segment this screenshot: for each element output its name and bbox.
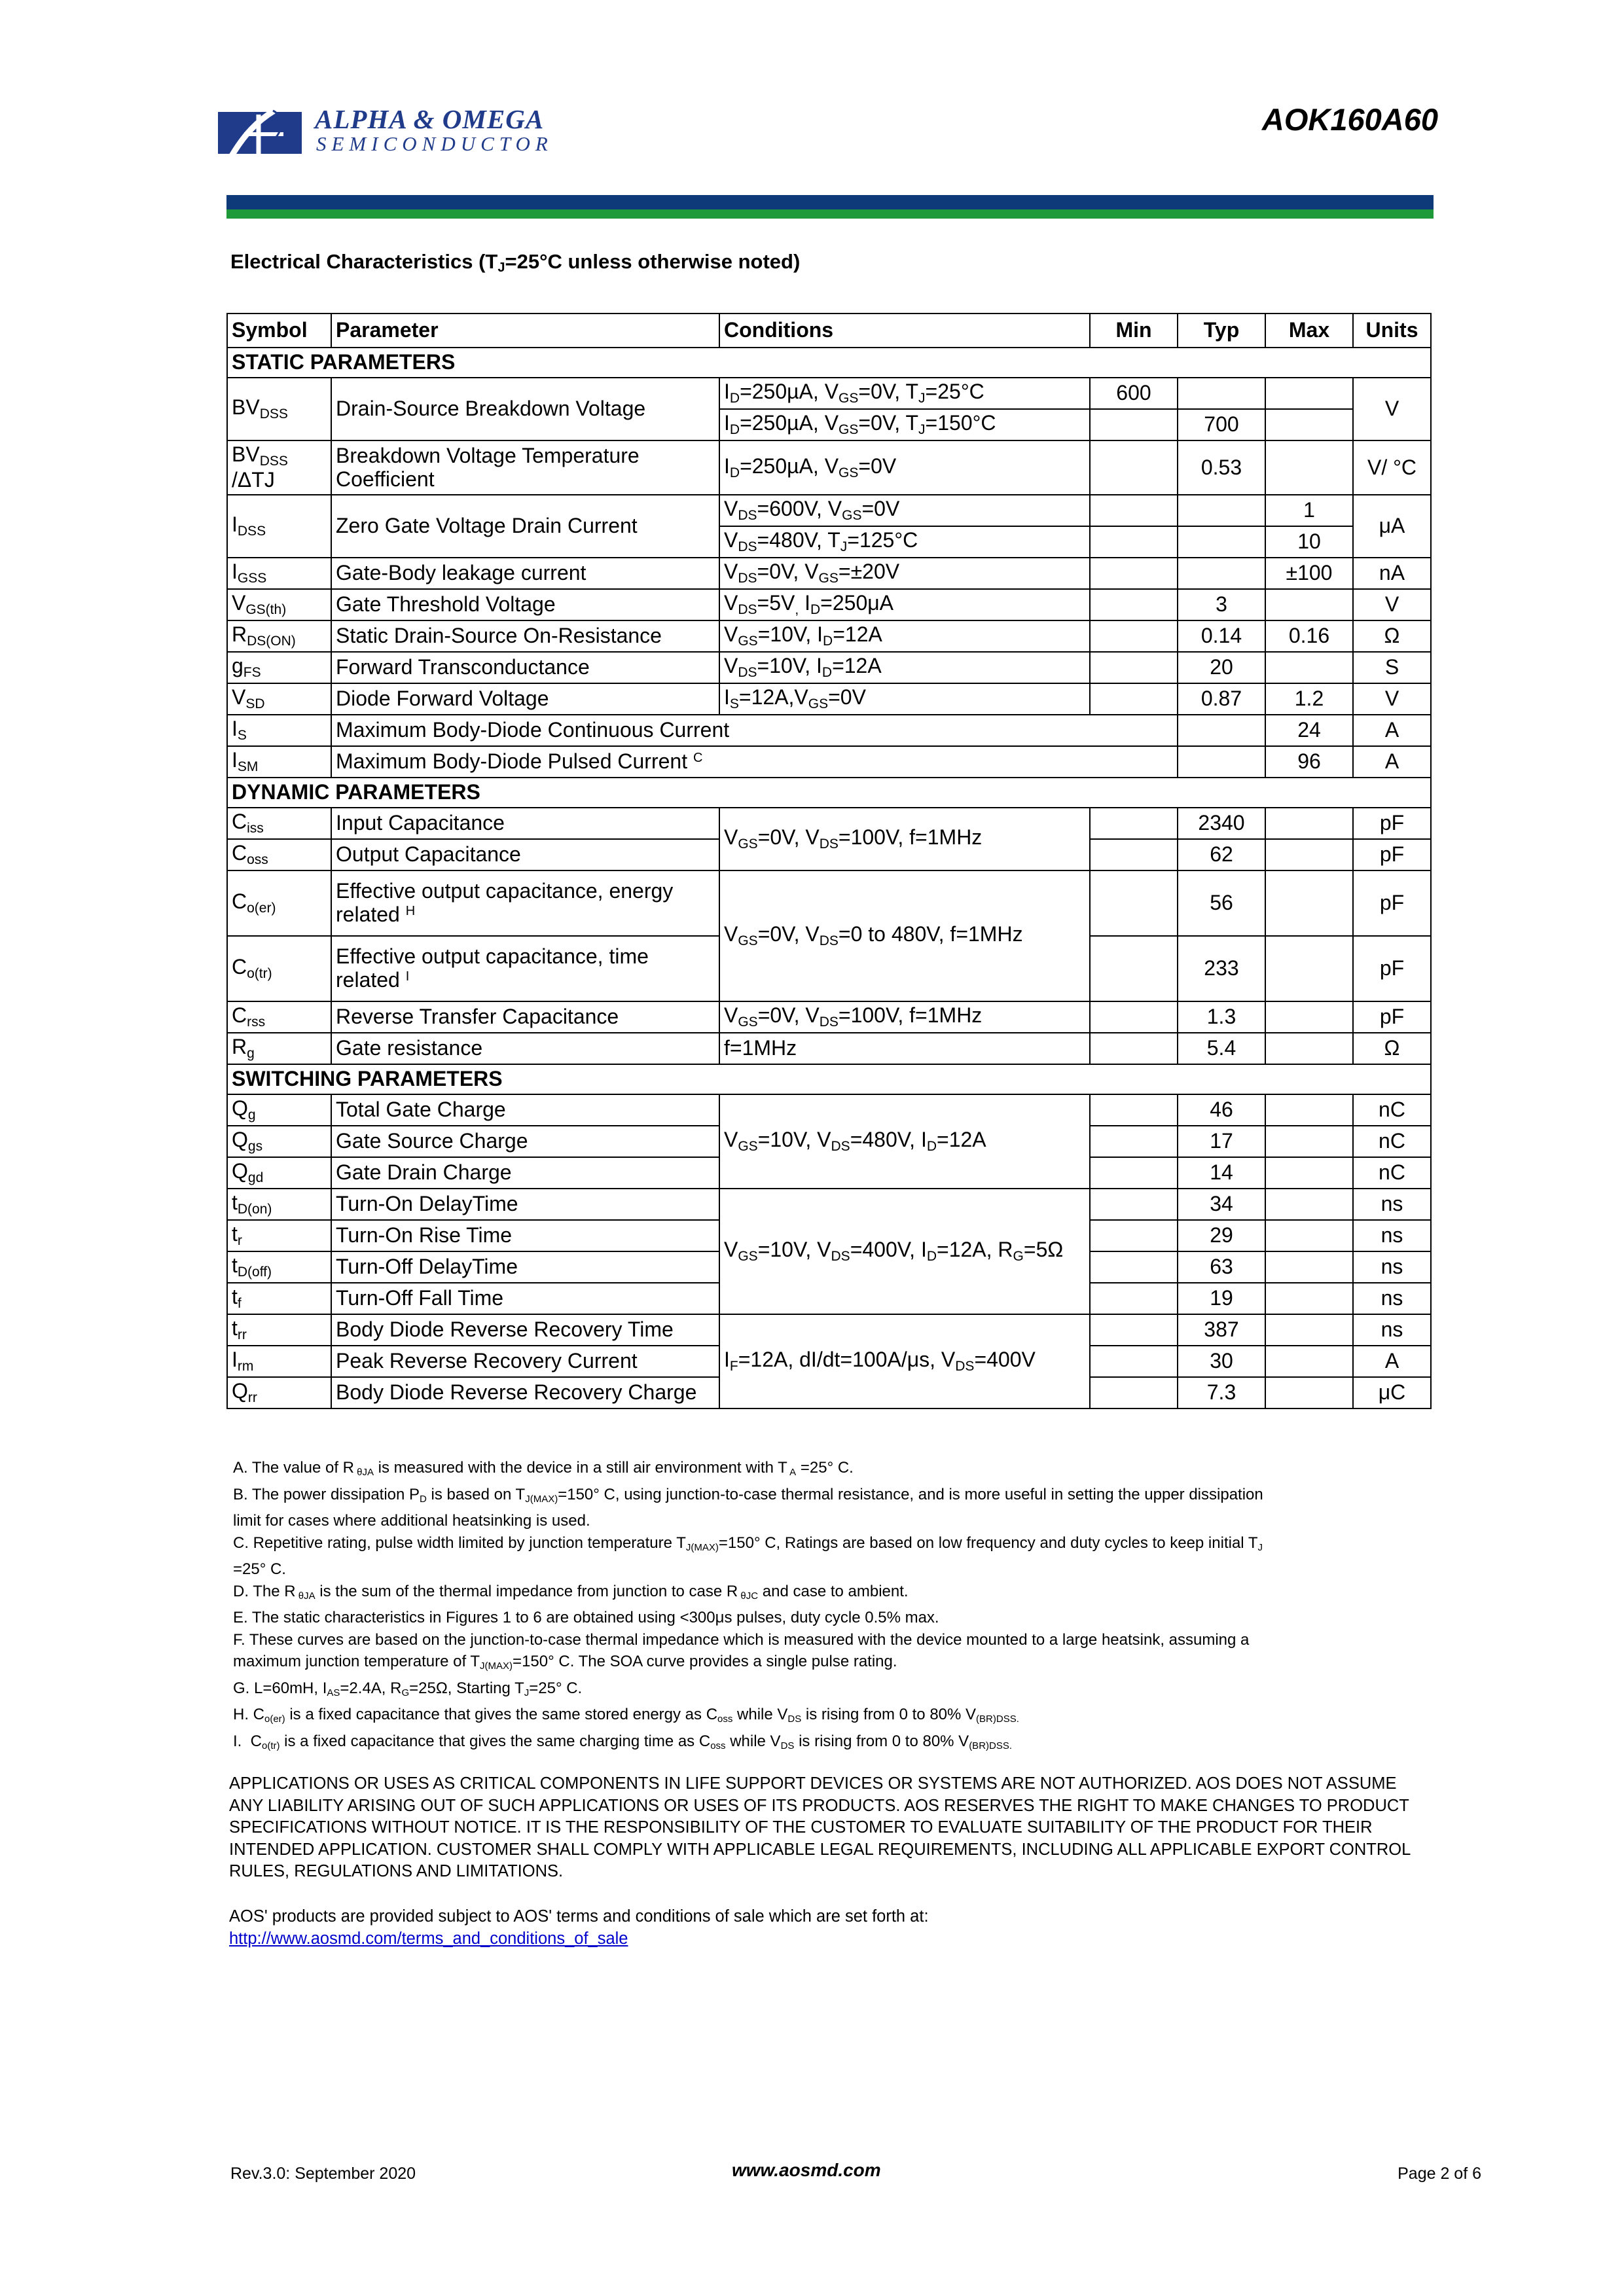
max-vsd: 1.2 <box>1265 683 1353 715</box>
header-conditions: Conditions <box>719 314 1090 348</box>
part-number: AOK160A60 <box>1261 102 1438 137</box>
param-is: Maximum Body-Diode Continuous Current <box>331 715 1178 746</box>
symbol-trr: $t_{rr}$ <box>227 1314 331 1346</box>
table-row <box>227 558 1431 589</box>
note-d: D. The R $_{\theta JA}$ is the sum of the thermal impedance from junction to case R $_{\theta JC}$ and case to ambient. <box>233 1582 909 1602</box>
param-tr: Turn-On Rise Time <box>331 1220 719 1251</box>
cond-gate-charge: $V_{GS}=10V$, $V_{DS}=480V$, $I_D=12A$ <box>719 1094 1090 1189</box>
param-coer: Effective output capacitance, energy related $^H$ <box>331 870 719 936</box>
param-gfs: Forward Transconductance <box>331 652 719 683</box>
alpha-omega-logo-icon <box>218 108 302 162</box>
company-logo <box>218 105 585 177</box>
typ-gfs: 20 <box>1178 652 1265 683</box>
typ-irm: 30 <box>1178 1346 1265 1377</box>
typ-coss: 62 <box>1178 839 1265 870</box>
param-vgsth: Gate Threshold Voltage <box>331 589 719 620</box>
note-h: H. $C_{o(er)}$ is a fixed capacitance that gives the same stored energy as $C_{oss}$ while $V_{DS}$ is rising from 0 to 80% $V_{(BR)DSS.}$ <box>233 1706 1019 1725</box>
symbol-gfs: $g_{FS}$ <box>227 652 331 683</box>
symbol-vsd: $V_{SD}$ <box>227 683 331 715</box>
typ-qgd: 14 <box>1178 1157 1265 1189</box>
typ-tdon: 34 <box>1178 1189 1265 1220</box>
units-cotr: pF <box>1353 936 1431 1001</box>
units-coss: pF <box>1353 839 1431 870</box>
symbol-bvdss-tj: $BV_{DSS}$ /ΔTJ <box>227 440 331 495</box>
param-qgd: Gate Drain Charge <box>331 1157 719 1189</box>
typ-tdoff: 63 <box>1178 1251 1265 1283</box>
typ-bvdss-tj: 0.53 <box>1178 440 1265 495</box>
table-row <box>227 715 1431 746</box>
symbol-bvdss: $BV_{DSS}$ <box>227 378 331 440</box>
units-vgsth: V <box>1353 589 1431 620</box>
note-c-line2: =25° C. <box>233 1560 286 1578</box>
typ-trr: 387 <box>1178 1314 1265 1346</box>
table-row <box>227 746 1431 778</box>
company-subtitle: SEMICONDUCTOR <box>316 132 553 155</box>
typ-coer: 56 <box>1178 870 1265 936</box>
table-row <box>227 1001 1431 1033</box>
terms-link[interactable]: http://www.aosmd.com/terms_and_conditions_of_sale <box>229 1929 628 1948</box>
cond-crss: $V_{GS}=0V$, $V_{DS}=100V$, f=1MHz <box>719 1001 1090 1033</box>
table-row <box>227 620 1431 652</box>
table-row <box>227 808 1431 839</box>
table-header-row <box>227 314 1431 348</box>
symbol-igss: $I_{GSS}$ <box>227 558 331 589</box>
units-qgs: nC <box>1353 1126 1431 1157</box>
symbol-cotr: $C_{o(tr)}$ <box>227 936 331 1001</box>
units-coer: pF <box>1353 870 1431 936</box>
cond-igss: $V_{DS}=0V$, $V_{GS}=\pm 20V$ <box>719 558 1090 589</box>
footer-page-number: Page 2 of 6 <box>1398 2164 1481 2183</box>
units-qgd: nC <box>1353 1157 1431 1189</box>
param-tdon: Turn-On DelayTime <box>331 1189 719 1220</box>
note-c: C. Repetitive rating, pulse width limited by junction temperature $T_{J(MAX)}=150^\circ$ C, Ratings are based on low frequency and duty cycles to keep initial $T_J$ <box>233 1534 1263 1553</box>
symbol-is: $I_S$ <box>227 715 331 746</box>
max-idss-2: 10 <box>1265 526 1353 558</box>
cond-idss-1: $V_{DS}=600V$, $V_{GS}=0V$ <box>719 495 1090 526</box>
symbol-irm: $I_{rm}$ <box>227 1346 331 1377</box>
symbol-vgsth: $V_{GS(th)}$ <box>227 589 331 620</box>
table-row <box>227 870 1431 936</box>
units-gfs: S <box>1353 652 1431 683</box>
typ-crss: 1.3 <box>1178 1001 1265 1033</box>
table-row <box>227 683 1431 715</box>
footer-website[interactable]: www.aosmd.com <box>732 2160 881 2180</box>
units-qrr: μC <box>1353 1377 1431 1408</box>
units-qg: nC <box>1353 1094 1431 1126</box>
header-typ: Typ <box>1178 314 1265 348</box>
param-rg: Gate resistance <box>331 1033 719 1064</box>
units-rg: Ω <box>1353 1033 1431 1064</box>
units-is: A <box>1353 715 1431 746</box>
units-ciss: pF <box>1353 808 1431 839</box>
typ-tf: 19 <box>1178 1283 1265 1314</box>
section-row-switching: SWITCHING PARAMETERS <box>227 1064 1431 1094</box>
typ-qrr: 7.3 <box>1178 1377 1265 1408</box>
note-g: G. L=60mH, $I_{AS}=2.4A$, $R_G=25\Omega$, Starting $T_J=25^\circ$ C. <box>233 1679 583 1698</box>
note-f-line2: maximum junction temperature of $T_{J(MAX)}=150^\circ$ C. The SOA curve provides a single pulse rating. <box>233 1653 897 1672</box>
table-row <box>227 1189 1431 1220</box>
param-ciss: Input Capacitance <box>331 808 719 839</box>
units-igss: nA <box>1353 558 1431 589</box>
symbol-tf: $t_f$ <box>227 1283 331 1314</box>
units-tdoff: ns <box>1353 1251 1431 1283</box>
max-igss: ±100 <box>1265 558 1353 589</box>
typ-rg: 5.4 <box>1178 1033 1265 1064</box>
cond-vgsth: $V_{DS}=5V_,$ $I_D=250\mu A$ <box>719 589 1090 620</box>
symbol-ciss: $C_{iss}$ <box>227 808 331 839</box>
param-cotr: Effective output capacitance, time related $^I$ <box>331 936 719 1001</box>
note-f: F. These curves are based on the junction-to-case thermal impedance which is measured with the device mounted to a large heatsink, assuming a <box>233 1630 1250 1649</box>
table-row <box>227 495 1431 526</box>
max-rdson: 0.16 <box>1265 620 1353 652</box>
table-row <box>227 1314 1431 1346</box>
table-row <box>227 652 1431 683</box>
symbol-idss: $I_{DSS}$ <box>227 495 331 558</box>
typ-vsd: 0.87 <box>1178 683 1265 715</box>
header-max: Max <box>1265 314 1353 348</box>
header-parameter: Parameter <box>331 314 719 348</box>
units-tdon: ns <box>1353 1189 1431 1220</box>
symbol-qrr: $Q_{rr}$ <box>227 1377 331 1408</box>
table-row <box>227 1094 1431 1126</box>
param-idss: Zero Gate Voltage Drain Current <box>331 495 719 558</box>
param-bvdss: Drain-Source Breakdown Voltage <box>331 378 719 440</box>
max-is: 24 <box>1265 715 1353 746</box>
typ-qgs: 17 <box>1178 1126 1265 1157</box>
header-band-green <box>226 209 1434 219</box>
cond-bvdss-1: $I_D=250\mu A$, $V_{GS}=0V$, $T_J=25^\circ C$ <box>719 378 1090 409</box>
typ-bvdss: 700 <box>1178 409 1265 440</box>
cond-rg: f=1MHz <box>719 1033 1090 1064</box>
symbol-qgd: $Q_{gd}$ <box>227 1157 331 1189</box>
note-b: B. The power dissipation $P_D$ is based on $T_{J(MAX)}=150^\circ$ C, using junction-to-case thermal resistance, and is more useful in setting the upper dissipation <box>233 1485 1263 1505</box>
footer-revision: Rev.3.0: September 2020 <box>230 2164 416 2183</box>
typ-rdson: 0.14 <box>1178 620 1265 652</box>
cond-coer-cotr: $V_{GS}=0V$, $V_{DS}=0$ to 480V, f=1MHz <box>719 870 1090 1001</box>
typ-cotr: 233 <box>1178 936 1265 1001</box>
param-qrr: Body Diode Reverse Recovery Charge <box>331 1377 719 1408</box>
note-a: A. The value of R $_{\theta JA}$ is measured with the device in a still air environment with T $_A$ =25° C. <box>233 1459 854 1478</box>
param-qg: Total Gate Charge <box>331 1094 719 1126</box>
symbol-ism: $I_{SM}$ <box>227 746 331 778</box>
units-crss: pF <box>1353 1001 1431 1033</box>
cond-reverse-recovery: $I_F=12A$, dI/dt=100A/μs, $V_{DS}=400V$ <box>719 1314 1090 1408</box>
symbol-rdson: $R_{DS(ON)}$ <box>227 620 331 652</box>
cond-ciss-coss: $V_{GS}=0V$, $V_{DS}=100V$, f=1MHz <box>719 808 1090 870</box>
note-e: E. The static characteristics in Figures 1 to 6 are obtained using <300μs pulses, duty cycle 0.5% max. <box>233 1609 939 1626</box>
param-trr: Body Diode Reverse Recovery Time <box>331 1314 719 1346</box>
table-row <box>227 440 1431 495</box>
typ-ciss: 2340 <box>1178 808 1265 839</box>
table-row <box>227 589 1431 620</box>
header-min: Min <box>1090 314 1178 348</box>
units-bvdss-tj: V/ °C <box>1353 440 1431 495</box>
cond-rdson: $V_{GS}=10V$, $I_D=12A$ <box>719 620 1090 652</box>
units-irm: A <box>1353 1346 1431 1377</box>
section-title: Electrical Characteristics ($T_J=25^\circ C$ unless otherwise noted) <box>230 250 801 275</box>
section-row-static: STATIC PARAMETERS <box>227 348 1431 378</box>
cond-gfs: $V_{DS}=10V$, $I_D=12A$ <box>719 652 1090 683</box>
cond-switching-times: $V_{GS}=10V$, $V_{DS}=400V$, $I_D=12A$, $R_G=5\Omega$ <box>719 1189 1090 1314</box>
param-ism: Maximum Body-Diode Pulsed Current $^C$ <box>331 746 1178 778</box>
typ-tr: 29 <box>1178 1220 1265 1251</box>
table-row <box>227 378 1431 409</box>
footnotes <box>233 1457 1431 1757</box>
param-coss: Output Capacitance <box>331 839 719 870</box>
symbol-tdon: $t_{D(on)}$ <box>227 1189 331 1220</box>
param-bvdss-tj: Breakdown Voltage Temperature Coefficient <box>331 440 719 495</box>
symbol-coer: $C_{o(er)}$ <box>227 870 331 936</box>
units-tf: ns <box>1353 1283 1431 1314</box>
company-name: ALPHA & OMEGA <box>315 104 545 134</box>
header-symbol: Symbol <box>227 314 331 348</box>
symbol-rg: $R_g$ <box>227 1033 331 1064</box>
min-bvdss: 600 <box>1090 378 1178 409</box>
header-band-blue <box>226 195 1434 209</box>
param-qgs: Gate Source Charge <box>331 1126 719 1157</box>
symbol-coss: $C_{oss}$ <box>227 839 331 870</box>
units-vsd: V <box>1353 683 1431 715</box>
note-b-line2: limit for cases where additional heatsinking is used. <box>233 1512 590 1530</box>
symbol-qg: $Q_g$ <box>227 1094 331 1126</box>
header-units: Units <box>1353 314 1431 348</box>
cond-idss-2: $V_{DS}=480V$, $T_J=125^\circ C$ <box>719 526 1090 558</box>
electrical-characteristics-table <box>226 313 1432 1409</box>
symbol-tr: $t_r$ <box>227 1220 331 1251</box>
param-igss: Gate-Body leakage current <box>331 558 719 589</box>
units-rdson: Ω <box>1353 620 1431 652</box>
table-row <box>227 1033 1431 1064</box>
cond-bvdss-2: $I_D=250\mu A$, $V_{GS}=0V$, $T_J=150^\circ C$ <box>719 409 1090 440</box>
note-i: I. $C_{o(tr)}$ is a fixed capacitance that gives the same charging time as $C_{oss}$ while $V_{DS}$ is rising from 0 to 80% $V_{(BR)DSS.}$ <box>233 1732 1013 1751</box>
param-vsd: Diode Forward Voltage <box>331 683 719 715</box>
units-tr: ns <box>1353 1220 1431 1251</box>
param-irm: Peak Reverse Recovery Current <box>331 1346 719 1377</box>
disclaimer-text: APPLICATIONS OR USES AS CRITICAL COMPONENTS IN LIFE SUPPORT DEVICES OR SYSTEMS ARE NOT AUTHORIZED. AOS DOES NOT ASSUME ANY LIABILITY ARISING OUT OF SUCH APPLICATIONS OR USES OF ITS PRODUCTS. AOS RESERVES THE RIGHT TO MAKE CHANGES TO PRODUCT SPECIFICATIONS WITHOUT NOTICE. IT IS THE RESPONSIBILITY OF THE CUSTOMER TO EVALUATE SUITABILITY OF THE PRODUCT FOR THEIR INTENDED APPLICATION. CUSTOMER SHALL COMPLY WITH APPLICABLE LEGAL REQUIREMENTS, INCLUDING ALL APPLICABLE EXPORT CONTROL RULES, REGULATIONS AND LIMITATIONS. <box>229 1774 1411 1880</box>
terms-text: AOS' products are provided subject to AOS' terms and conditions of sale which are set forth at: <box>229 1907 929 1926</box>
symbol-crss: $C_{rss}$ <box>227 1001 331 1033</box>
param-tdoff: Turn-Off DelayTime <box>331 1251 719 1283</box>
max-ism: 96 <box>1265 746 1353 778</box>
typ-qg: 46 <box>1178 1094 1265 1126</box>
cond-bvdss-tj: $I_D=250\mu A$, $V_{GS}=0V$ <box>719 440 1090 495</box>
param-crss: Reverse Transfer Capacitance <box>331 1001 719 1033</box>
symbol-qgs: $Q_{gs}$ <box>227 1126 331 1157</box>
units-trr: ns <box>1353 1314 1431 1346</box>
typ-vgsth: 3 <box>1178 589 1265 620</box>
cond-vsd: $I_S=12A,V_{GS}=0V$ <box>719 683 1090 715</box>
symbol-tdoff: $t_{D(off)}$ <box>227 1251 331 1283</box>
max-idss-1: 1 <box>1265 495 1353 526</box>
param-tf: Turn-Off Fall Time <box>331 1283 719 1314</box>
units-idss: μA <box>1353 495 1431 558</box>
section-row-dynamic: DYNAMIC PARAMETERS <box>227 778 1431 808</box>
param-rdson: Static Drain-Source On-Resistance <box>331 620 719 652</box>
units-bvdss: V <box>1353 378 1431 440</box>
units-ism: A <box>1353 746 1431 778</box>
